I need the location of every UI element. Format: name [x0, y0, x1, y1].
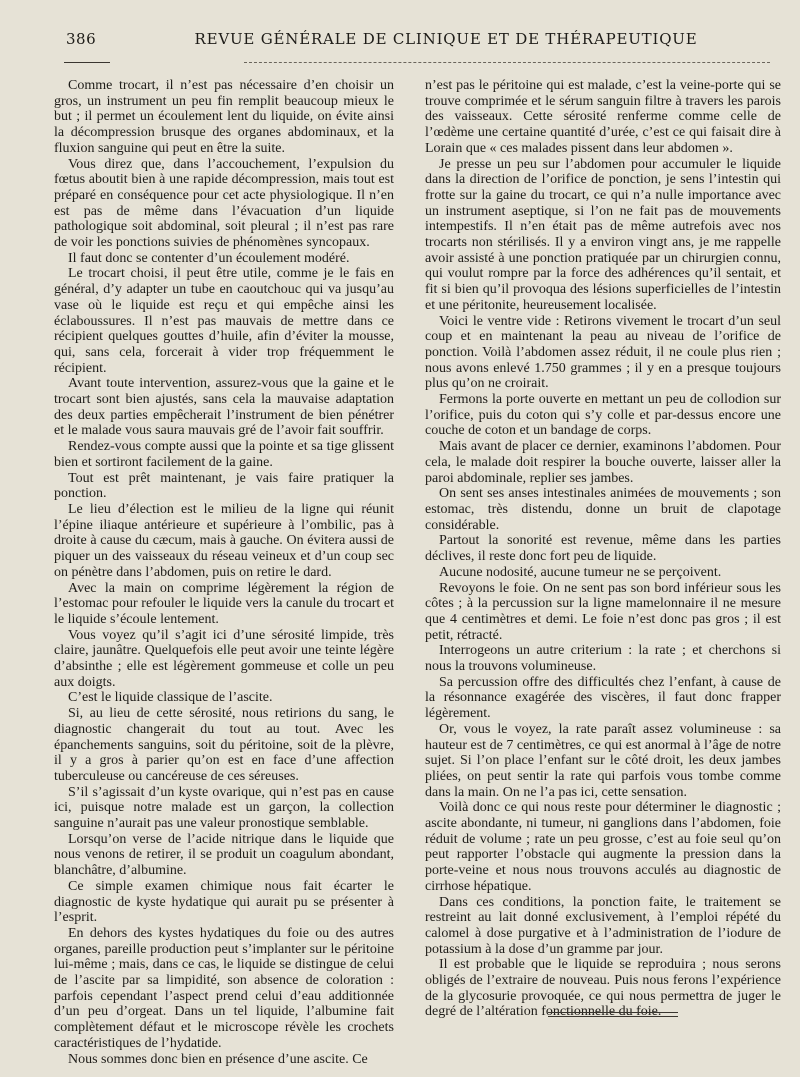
- paragraph: Vous direz que, dans l’accouchement, l’expulsion du fœtus aboutit bien à une rapide décompression, mais tout est préparé en conséquence pour cet acte physiologique. Il n’en est pas de même dans l’évacuation d’un liquide pathologique soit abdominal, soit pleural ; il n’est pas rare de voir les ponctions suivies de phénomènes syncopaux.: [54, 156, 394, 251]
- paragraph: Or, vous le voyez, la rate paraît assez volumineuse : sa hauteur est de 7 centimètres, ce qui est anormal à l’âge de notre sujet. Si l’on place l’enfant sur le côté droit, les deux jambes pliées, on peut sentir la rate qui parfois vous tombe comme dans la main. On ne l’a pas ici, cette sensation.: [425, 721, 781, 800]
- paragraph: On sent ses anses intestinales animées de mouvements ; son estomac, très distendu, donne un bruit de clapotage considérable.: [425, 486, 781, 533]
- paragraph: Comme trocart, il n’est pas nécessaire d’en choisir un gros, un instrument un peu fin remplit beaucoup mieux le but ; il permet un écoulement lent du liquide, on évite ainsi la décompression brusque des organes abdominaux, et la fluxion sanguine qui peut en être la suite.: [54, 78, 394, 156]
- paragraph: Interrogeons un autre criterium : la rate ; et cherchons si nous la trouvons volumineuse.: [425, 643, 781, 675]
- paragraph: Lorsqu’on verse de l’acide nitrique dans le liquide que nous venons de retirer, il se produit un coagulum abondant, blanchâtre, d’albumine.: [54, 831, 394, 879]
- left-column: [54, 78, 394, 1067]
- paragraph: Ce simple examen chimique nous fait écarter le diagnostic de kyste hydatique qui aurait pu se présenter à l’esprit.: [54, 878, 394, 926]
- header-rule-left: [64, 62, 110, 63]
- page-number: 386: [66, 30, 97, 48]
- paragraph: Vous voyez qu’il s’agit ici d’une sérosité limpide, très claire, jaunâtre. Quelquefois elle peut avoir une teinte légère d’absinthe ; elle est légèrement gommeuse et colle un peu aux doigts.: [54, 627, 394, 690]
- paragraph: Tout est prêt maintenant, je vais faire pratiquer la ponction.: [54, 470, 394, 502]
- right-column: [425, 78, 781, 1020]
- paragraph: Le trocart choisi, il peut être utile, comme je le fais en général, d’y adapter un tube en caoutchouc qui va jusqu’au vase où le liquide est reçu et qui empêche ainsi les éclaboussures. Il n’est pas mauvais de mettre dans ce récipient quelques gouttes d’huile, afin d’éviter la mousse, qui, sans cela, forcerait à vider trop fréquemment le récipient.: [54, 266, 394, 376]
- paragraph: Nous sommes donc bien en présence d’une ascite. Ce: [68, 1051, 368, 1067]
- paragraph: S’il s’agissait d’un kyste ovarique, qui n’est pas en cause ici, puisque notre malade est un garçon, la collection sanguine n’aurait pas une valeur pronostique semblable.: [54, 784, 394, 832]
- paragraph: Je presse un peu sur l’abdomen pour accumuler le liquide dans la direction de l’orifice de ponction, je sens l’intestin qui frotte sur la gaine du trocart, ce qui n’a nulle importance avec un instrument aseptique, si l’on ne fait pas de mouvements intempestifs. Il n’en était pas de même autrefois avec nos trocarts non stérilisés. Il y a environ vingt ans, je me rappelle avoir assisté à une ponction pratiquée par un chirurgien connu, qui voulut rompre par la force des adhérences qu’il sentait, et fit si bien qu’il provoqua des lésions superficielles de l’intestin et une péritonite, heureusement localisée.: [425, 156, 781, 313]
- paragraph: Partout la sonorité est revenue, même dans les parties déclives, il reste donc fort peu de liquide.: [425, 533, 781, 565]
- paragraph: Il est probable que le liquide se reproduira ; nous serons obligés de l’extraire de nouveau. Puis nous ferons l’expérience de la glycosurie provoquée, ce qui nous permettra de juger le degré de l’altération fonctionnelle du foie.: [425, 957, 781, 1020]
- running-title: REVUE GÉNÉRALE DE CLINIQUE ET DE THÉRAPEUTIQUE: [194, 30, 698, 48]
- paragraph: Fermons la porte ouverte en mettant un peu de collodion sur l’orifice, puis du coton qui s’y colle et par-dessus encore une couche de coton et un bandage de corps.: [425, 392, 781, 439]
- paragraph: Si, au lieu de cette sérosité, nous retirions du sang, le diagnostic changerait du tout au tout. Avec les épanchements sanguins, soit du péritoine, soit de la plèvre, il y a gros à parier qu’on est en face d’une affection tuberculeuse ou cancéreuse de ces séreuses.: [54, 706, 394, 784]
- paragraph: Revoyons le foie. On ne sent pas son bord inférieur sous les côtes ; à la percussion sur la ligne mamelonnaire il ne mesure que 4 centimètres et demi. Le foie n’est donc pas gros ; il est petit, rétracté.: [425, 580, 781, 643]
- paragraph: Avec la main on comprime légèrement la région de l’estomac pour refouler le liquide vers la canule du trocart et le liquide s’écoule lentement.: [54, 580, 394, 627]
- paragraph: Voici le ventre vide : Retirons vivement le trocart d’un seul coup et en maintenant la peau au niveau de l’orifice de ponction. Voilà l’abdomen assez réduit, il ne coule plus rien ; nous avons enlevé 1.750 grammes ; il y en a presque toujours plus qu’on ne croirait.: [425, 313, 781, 392]
- paragraph: Aucune nodosité, aucune tumeur ne se perçoivent.: [439, 564, 722, 580]
- page-header: [52, 28, 780, 52]
- paragraph: C’est le liquide classique de l’ascite.: [68, 690, 273, 706]
- paragraph: Le lieu d’élection est le milieu de la ligne qui réunit l’épine iliaque antérieure et supérieure à l’ombilic, pas à droite à cause du cæcum, mais à gauche. On évitera aussi de piquer un des vaisseaux du réseau veineux et d’un coup sec on pénètre dans l’abdomen, puis on retire le dard.: [54, 501, 394, 580]
- paragraph: En dehors des kystes hydatiques du foie ou des autres organes, pareille production peut s’implanter sur le péritoine lui-même ; mais, dans ce cas, le liquide se distingue de celui de l’ascite par sa limpidité, son absence de coloration : parfois cependant l’aspect prend celui d’eau additionnée d’un peu d’orgeat. Dans un tel liquide, l’albumine fait complètement défaut et le microscope révèle les crochets caractéristiques de l’hydatide.: [54, 925, 394, 1051]
- paragraph: Voilà donc ce qui nous reste pour déterminer le diagnostic ; ascite abondante, ni tumeur, ni ganglions dans l’abdomen, foie réduit de volume ; rate un peu grosse, c’est au foie seul qu’on peut rapporter l’obstacle qui augmente la pression dans la porte-veine et nous nous trouvons acculés au diagnostic de cirrhose hépatique.: [425, 800, 781, 894]
- paragraph: n’est pas le péritoine qui est malade, c’est la veine-porte qui se trouve comprimée et le sérum sanguin filtre à travers les parois des vaisseaux. Cette sérosité renferme comme celle de l’œdème une certaine quantité d’urée, c’est ce qui faisait dire à Lorain que « ces malades pissent dans leur abdomen ».: [425, 78, 781, 156]
- header-rule-right: [244, 62, 770, 63]
- paragraph: Il faut donc se contenter d’un écoulement modéré.: [68, 250, 350, 266]
- paragraph: Avant toute intervention, assurez-vous que la gaine et le trocart sont bien ajustés, sans cela la mauvaise adaptation des deux parties empêcherait l’instrument de bien pénétrer et le malade vous saura mauvais gré de l’avoir fait souffrir.: [54, 376, 394, 439]
- paragraph: Dans ces conditions, la ponction faite, le traitement se restreint au lait donné exclusivement, à l’emploi répété du calomel à dose purgative et à l’administration de l’iodure de potassium à la dose d’un gramme par jour.: [425, 894, 781, 957]
- paragraph: Mais avant de placer ce dernier, examinons l’abdomen. Pour cela, le malade doit respirer la bouche ouverte, laisser aller la paroi abdominale, replier ses jambes.: [425, 439, 781, 486]
- paragraph: Sa percussion offre des difficultés chez l’enfant, à cause de la résonnance exagérée des viscères, il faut donc frapper légèrement.: [425, 674, 781, 722]
- paragraph: Rendez-vous compte aussi que la pointe et sa tige glissent bien et sortiront facilement de la gaine.: [54, 439, 394, 470]
- end-rule: [548, 1012, 678, 1017]
